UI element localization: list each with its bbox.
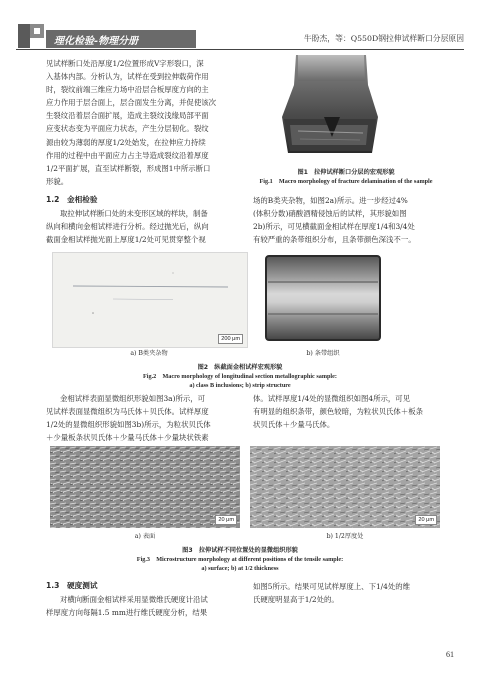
section-heading-1-2: 1.2 金相检验 bbox=[46, 195, 98, 204]
journal-name: 理化检验-物理分册 bbox=[46, 30, 196, 48]
left-col-para-4: 对横向断面金相试样采用显微维氏硬度计沿试 样厚度方向每隔1.5 mm进行维氏硬度分析，结果 bbox=[46, 595, 208, 618]
fig2b-strip-photo bbox=[260, 252, 386, 344]
fig2-caption: 图2 纵截面金相试样宏观形貌 Fig.2 Macro morphology of longitudinal section metallographic sample: a) class B inclusions; b) strip structure bbox=[143, 364, 337, 389]
right-col-para-3: 如图5所示。结果可见试样厚度上、下1/4处的维 氏硬度明显高于1/2处的。 bbox=[253, 582, 411, 605]
fig3b-half-thickness-microstructure bbox=[250, 446, 440, 528]
fig1-fracture-photo bbox=[268, 55, 394, 157]
fig3b-scale-bar: 20 μm bbox=[415, 515, 437, 525]
header-rule bbox=[16, 49, 464, 50]
page-number: 61 bbox=[446, 650, 454, 659]
fig3a-label: a) 表面 bbox=[134, 533, 156, 540]
running-title: 牛盼杰，等：Q550D钢拉伸试样断口分层原因 bbox=[303, 34, 464, 43]
fig2a-inclusion-photo bbox=[52, 252, 248, 348]
fig2b-label: b) 条带组织 bbox=[306, 350, 340, 357]
right-col-para-1: 场的B类夹杂物，如图2a)所示。进一步经过4% (体积分数)硝酸酒精侵蚀后的试样，其形貌如图 2b)所示，可见横截面金相试样在厚度1/4和3/4处 有较严重的条带组织分布，且条带颜色深浅不一。 bbox=[253, 196, 416, 245]
fig3-caption: 图3 拉伸试样不同位置处的显微组织形貌 Fig.3 Microstructure morphology at different positions of the tensile sample: a) surface; b) at 1/2 thickness bbox=[136, 547, 344, 572]
right-col-para-2: 体。试样厚度1/4处的显微组织如图4所示，可见 有明显的组织条带，颜色较暗，为粒状贝氏体＋板条 状贝氏体＋少量马氏体。 bbox=[253, 394, 423, 430]
left-col-para-2: 取拉伸试样断口处的未变形区域的样块，制备 纵向和横向金相试样进行分析。经过抛光后，纵向 截面金相试样抛光面上厚度1/2处可见贯穿整个视 bbox=[46, 209, 209, 245]
left-col-para-3: 金相试样表面显微组织形貌如图3a)所示，可 见试样表面显微组织为马氏体＋贝氏体。试样厚度 1/2处的显微组织形貌如图3b)所示，为粒状贝氏体 ＋少量板条状贝氏体＋少量马氏体＋少量块状铁素 bbox=[46, 394, 211, 443]
fig2a-label: a) B类夹杂物 bbox=[130, 350, 168, 357]
fig3a-scale-bar: 20 μm bbox=[215, 515, 237, 525]
left-col-para-1: 见试样断口处沿厚度1/2位置形成V字形裂口，深 入基体内部。分析认为，试样在受到拉伸载荷作用 时，裂纹前端三维应力场中沿层合板厚度方向的主 应力作用于层合面上，层合面发生分离，并促使该次 生裂纹沿着层合面扩展，造成主裂纹浅缘局部平面 应变状态变为平面应力状态，产生分层韧化。裂纹 源由较为薄弱的厚度1/2处始发，在拉伸应力持续 作用的过程中由平面应力占主导造成裂纹沿着厚度 1/2平面扩展，直至试样断裂，形成图1中所示断口 形貌。 bbox=[46, 59, 216, 186]
fig3a-surface-microstructure bbox=[50, 446, 240, 528]
fig2a-scale-bar: 200 μm bbox=[218, 334, 243, 344]
fig1-caption: 图1 拉伸试样断口分层的宏观形貌 Fig.1 Macro morphology of fracture delamination of the sample bbox=[259, 169, 433, 185]
fig3b-label: b) 1/2厚度处 bbox=[326, 533, 364, 540]
section-heading-1-3: 1.3 硬度测试 bbox=[46, 581, 98, 590]
